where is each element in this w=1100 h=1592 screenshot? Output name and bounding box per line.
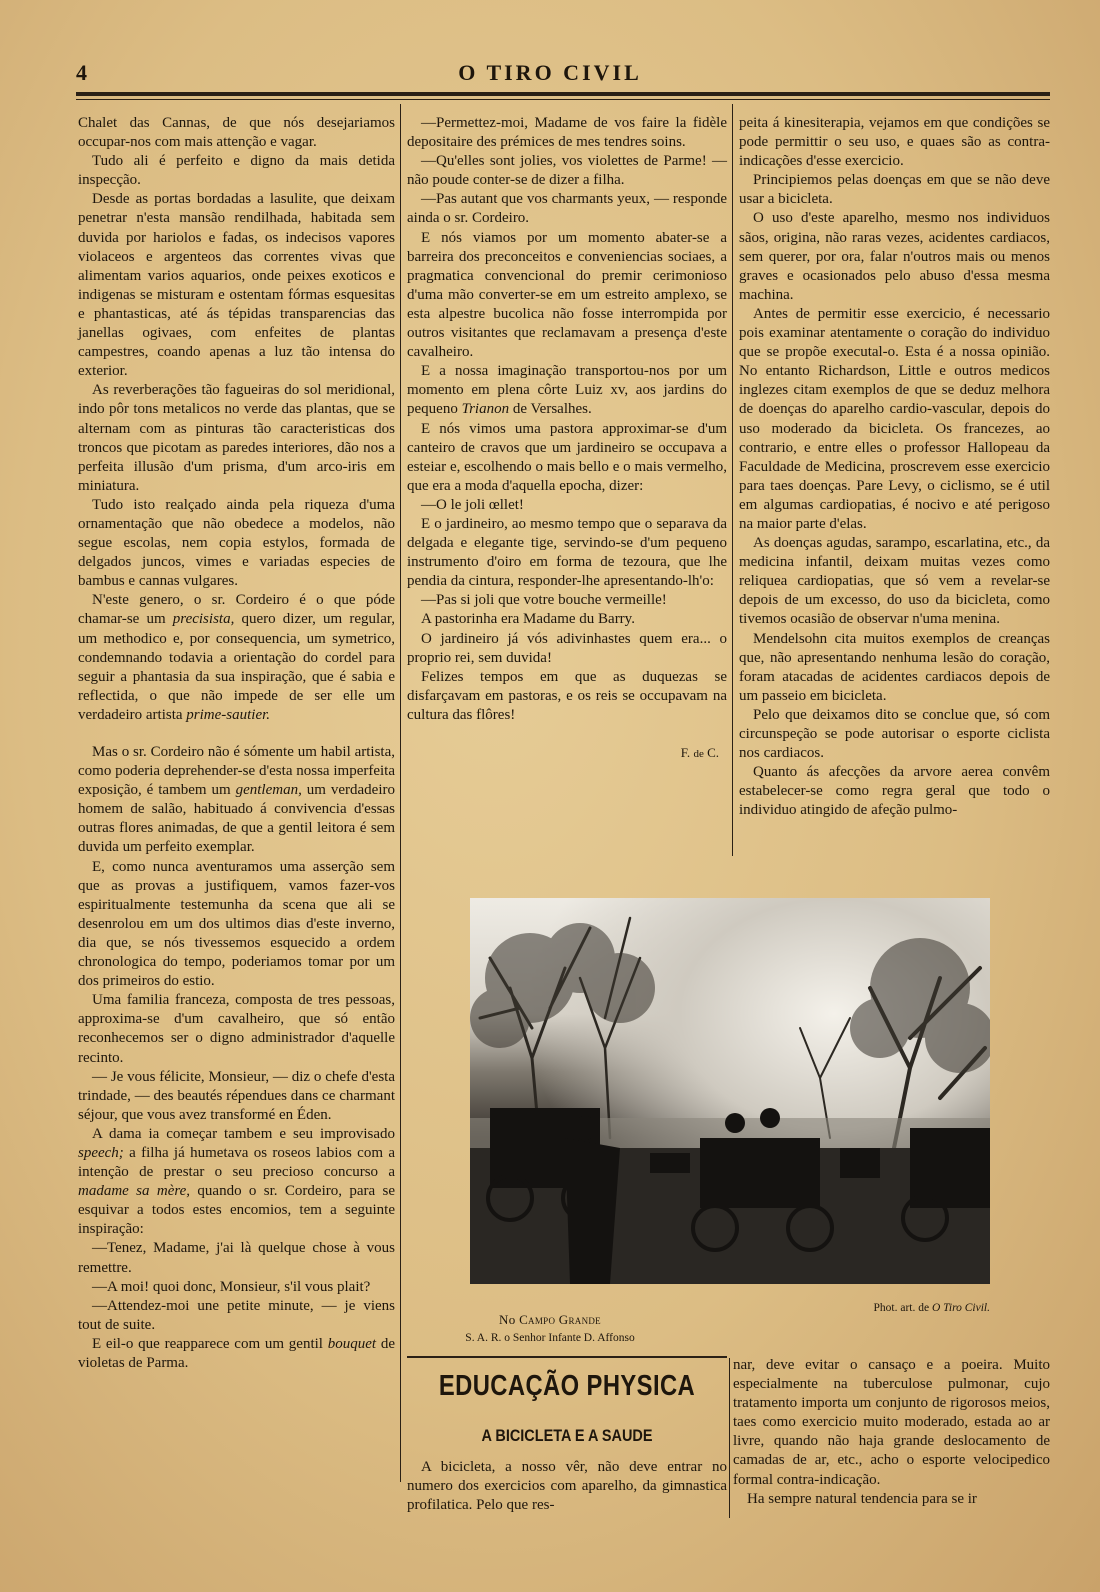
column-divider: [400, 104, 401, 1482]
italic-term: Trianon: [461, 401, 510, 418]
header-rule: [76, 92, 1050, 96]
column-divider: [729, 1358, 730, 1518]
paragraph: N'este genero, o sr. Cordeiro é o que póde chamar-se um precisista, quero dizer, um regular, um methodico e, por consequencia, um symetrico, condemnando todavia a orientação do cordel para seguir a phantasia da sua inspiração, que é sabia e reflectida, o que não impede de ser elle um verdadeiro artista prime-sautier.: [78, 592, 395, 723]
photo-illustration: [470, 898, 990, 1284]
paragraph: —Qu'elles sont jolies, vos violettes de Parme! — não poude conter-se de dizer a filha.: [407, 153, 727, 189]
paragraph: — Je vous félicite, Monsieur, — diz o chefe d'esta trindade, — des beautés répendues dans ce charmant séjour, que vous avez transformé en Éden.: [78, 1068, 395, 1123]
italic-term: madame sa mère,: [78, 1183, 191, 1200]
paragraph: peita á kinesiterapia, vejamos em que condições se pode permittir o seu uso, e quaes são as contra-indicações d'esse exercicio.: [739, 115, 1050, 170]
paragraph: A pastorinha era Madame du Barry.: [421, 611, 635, 628]
page-number: 4: [76, 60, 87, 85]
author-signature: F. de C.: [680, 745, 719, 760]
paragraph: Mendelsohn cita muitos exemplos de creanças que, não apresentando nenhuma lesão do coração, foram atacadas de acidentes cardiacos depois de um passeio em bicicleta.: [739, 630, 1050, 704]
paragraph: Tudo ali é perfeito e digno da mais detida inspecção.: [78, 153, 395, 189]
paragraph: —Attendez-moi une petite minute, — je viens tout de suite.: [78, 1297, 395, 1333]
italic-term: speech;: [78, 1144, 124, 1161]
paragraph: Ha sempre natural tendencia para se ir: [747, 1490, 977, 1507]
paragraph: Uma familia franceza, composta de tres pessoas, approxima-se d'um cavalheiro, que só então reconhecemos ser o digno administrador d'aquelle recinto.: [78, 992, 395, 1066]
paragraph: O jardineiro já vós adivinhastes quem era... o proprio rei, sem duvida!: [407, 630, 727, 666]
italic-term: bouquet: [327, 1335, 377, 1352]
article-column-3: [739, 114, 1050, 820]
paragraph: O uso d'este aparelho, mesmo nos individuos sãos, origina, não raras vezes, acidentes cardiacos, sem querer, por ora, falar n'outros mais ou menos graves e ocasionados pelo abuso d'essa mesma machina.: [739, 210, 1050, 303]
italic-term: gentleman,: [235, 782, 302, 799]
article-column-2: [407, 114, 727, 764]
paragraph: Felizes tempos em que as duquezas se disfarçavam em pastoras, e os reis se occupavam na cultura das flôres!: [407, 668, 727, 723]
paragraph: E, como nunca aventuramos uma asserção sem que as provas a justifiquem, vamos fazer-vos espiritualmente testemunha da scena que ali se desenrolou em um dos ultimos dias d'este inverno, dia que, se nós tivessemos esquecido a ordem chronologica do tempo, poderiamos tomar por um dos primeiros do estio.: [78, 858, 395, 990]
paragraph: E o jardineiro, ao mesmo tempo que o separava da delgada e elegante tige, servindo-se d'um pequeno instrumento d'oiro em forma de tezoura, que lhe pendia da cintura, responder-lhe apresentando-lh'o:: [407, 515, 727, 590]
paragraph: —Pas si joli que votre bouche vermeille!: [421, 592, 667, 609]
section-headline: EDUCAÇÃO PHYSICA: [438, 1370, 696, 1402]
paragraph: A dama ia começar tambem e seu improvisado speech; a filha já humetava os roseos labios com a intenção de prestar o seu precioso concurso a madame sa mère, quando o sr. Cordeiro, para se esquivar a todos estes encomios, tem a seguinte inspiração:: [78, 1125, 395, 1238]
paragraph: —A moi! quoi donc, Monsieur, s'il vous plait?: [92, 1278, 371, 1295]
paragraph: Desde as portas bordadas a lasulite, que deixam penetrar n'esta mansão rendilhada, habitada sem duvida por hariolos e fadas, os indecisos vapores violaceos e argenteos das correntes vivas que alimentam varios aquarios, onde peixes exoticos e indigenas se misturam e ostentam fórmas esquesitas e phantasticas, até ás tépidas transparencias das janellas ogivaes, com enfeites de plantas campestres, coando apenas a luz tão intensa do exterior.: [78, 191, 395, 380]
photo-subcaption: S. A. R. o Senhor Infante D. Affonso: [465, 1332, 635, 1344]
paragraph: Mas o sr. Cordeiro não é sómente um habil artista, como poderia deprehender-se d'esta nossa imperfeita exposição, é tambem um gentleman, um verdadeiro homem de salão, habituado á convivencia d'essas outras flores animadas, de que a gentil leitora é sem duvida um perfeito exemplar.: [78, 744, 395, 856]
paragraph: Principiemos pelas doenças em que se não deve usar a bicicleta.: [739, 172, 1050, 208]
header-rule-thin: [76, 99, 1050, 100]
column-divider: [732, 104, 733, 856]
paragraph: —Pas autant que vos charmants yeux, — responde ainda o sr. Cordeiro.: [407, 191, 727, 227]
italic-term: prime-sautier.: [186, 706, 271, 723]
paragraph: Pelo que deixamos dito se conclue que, só com circunspeção se pode autorisar o esporte ciclista nos cardiacos.: [739, 706, 1050, 762]
paragraph: Tudo isto realçado ainda pela riqueza d'uma ornamentação que não obedece a modelos, não segue escolas, nem copia estylos, formada de delgados juncos, vimes e variadas especies de bambus e cannas vulgares.: [78, 496, 395, 590]
paragraph: Antes de permitir esse exercicio, é necessario pois examinar atentamente o coração do individuo que se propõe executal-o. Esta é a nossa opinião. No entanto Richardson, Little e outros medicos inglezes citam exemplos de que se deduz melhora de doenças do aparelho cardio-vascular, depois do uso moderado da bicicleta. Os francezes, ao contrario, e entre elles o professor Hallopeau da Faculdade de Medicina, proscrevem esse exercicio para taes doenças. Pare Levy, o ciclismo, se é util em algumas cardiopatias, é nocivo e até perigoso na maior parte d'elas.: [739, 305, 1050, 532]
paragraph: As doenças agudas, sarampo, escarlatina, etc., da medicina infantil, deixam muitas vezes como reliquea cardiopatias, que só vem a revelar-se depois de um excesso, do uso da bicicleta, como tivemos ocasião de observar n'uma menina.: [739, 535, 1050, 628]
photograph-campo-grande: [470, 898, 990, 1284]
article-column-1: [78, 114, 395, 1373]
paragraph: —O le joli œllet!: [421, 496, 524, 513]
paragraph: As reverberações tão fagueiras do sol meridional, indo pôr tons metalicos no verde das plantas, que se alternam com as pinturas tão caracteristicas dos troncos que picotam as paredes interiores, dão nos a perfeita illusão d'um prisma, d'um arco-iris em miniatura.: [78, 382, 395, 494]
paragraph: Chalet das Cannas, de que nós desejariamos occupar-nos com mais attenção e vagar.: [78, 115, 395, 151]
article-subhead: A BICICLETA E A SAUDE: [481, 1426, 653, 1445]
paragraph: —Permettez-moi, Madame de vos faire la fidèle depositaire des prémices de mes tendres soins.: [407, 115, 727, 151]
masthead: O TIRO CIVIL: [458, 60, 642, 85]
section-rule: [407, 1356, 727, 1358]
paragraph: E a nossa imaginação transportou-nos por um momento em plena côrte Luiz xv, aos jardins do pequeno Trianon de Versalhes.: [407, 363, 727, 418]
article-column-3-continued: [733, 1356, 1050, 1509]
paragraph: Quanto ás afecções da arvore aerea convêm estabelecer-se como regra geral que todo o individuo atingido de afeção pulmo-: [739, 764, 1050, 819]
paragraph: A bicicleta, a nosso vêr, não deve entrar no numero dos exercicios com aparelho, da gimnastica profilatica. Pelo que res-: [407, 1459, 727, 1514]
photo-caption: No Campo Grande: [499, 1312, 601, 1327]
paragraph: E nós vimos uma pastora approximar-se d'um canteiro de cravos que um jardineiro se occupava a esteiar e, escolhendo o mais bello e o mais vermelho, que era a moda d'aquella epocha, dizer:: [407, 420, 727, 494]
photo-credit: Phot. art. de O Tiro Civil.: [873, 1302, 990, 1314]
italic-term: precisista,: [172, 611, 235, 628]
article-intro: [407, 1458, 727, 1515]
paragraph: nar, deve evitar o cansaço e a poeira. Muito especialmente na tuberculose pulmonar, cujo tratamento importa um conjunto de rigorosos meios, taes como exercicio muito moderado, estada ao ar livre, quando não haja grande deslocamento de camadas de ar, etc., acho o esporte velocipedico formal contra-indicação.: [733, 1357, 1050, 1488]
paragraph: E nós viamos por um momento abater-se a barreira dos preconceitos e conveniencias sociaes, a pragmatica convencional do premir cerimonioso d'uma mão converter-se em um estreito amplexo, se esta alpestre bucolica não fosse interrompida por outros visitantes que reclamavam a presença d'este cavalheiro.: [407, 229, 727, 361]
paragraph: E eil-o que reapparece com um gentil bouquet de violetas de Parma.: [78, 1335, 395, 1371]
paragraph: —Tenez, Madame, j'ai là quelque chose à vous remettre.: [78, 1240, 395, 1276]
